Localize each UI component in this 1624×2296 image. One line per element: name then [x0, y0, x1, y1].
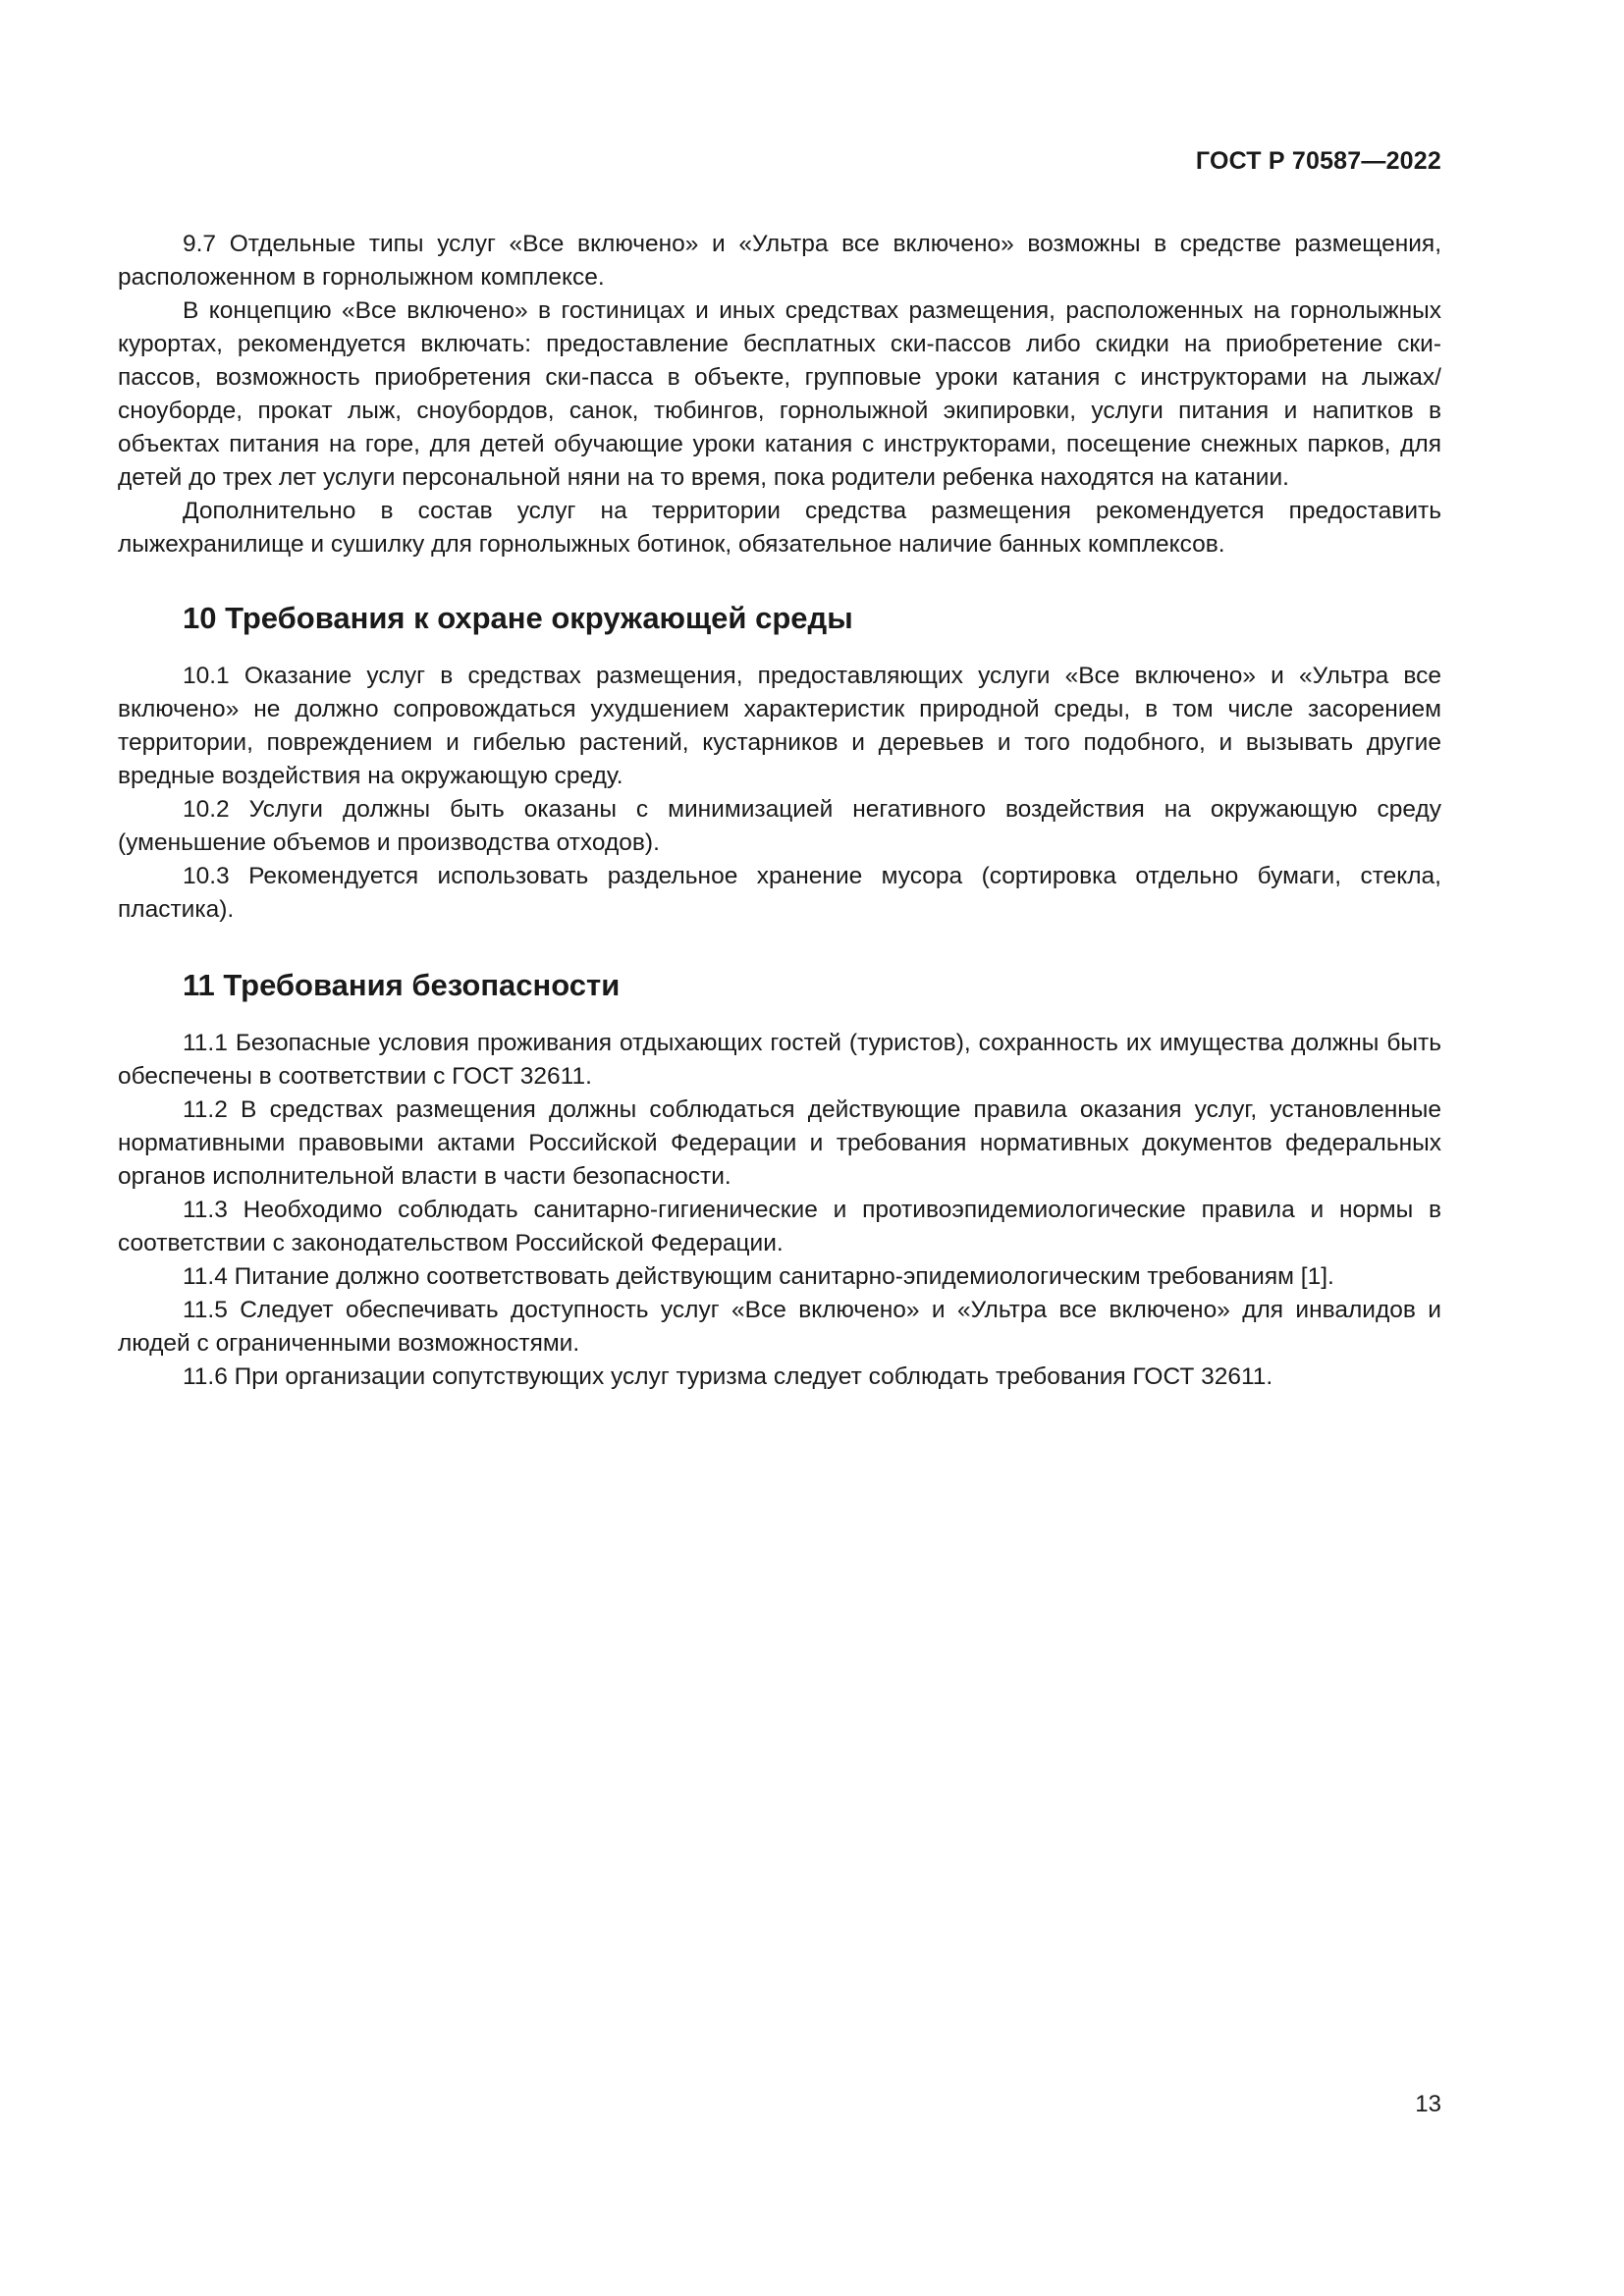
section-11-heading: 11 Требования безопасности — [183, 968, 621, 1002]
paragraph-9-7-additional: Дополнительно в состав услуг на территории средства размещения рекомендуется предоставить лыжехранилище и сушилку для горнолыжных ботинок, обязательное наличие банных комплексов. — [118, 498, 1441, 558]
page-number: 13 — [1415, 2091, 1441, 2117]
paragraph-10-2: 10.2 Услуги должны быть оказаны с минимизацией негативного воздействия на окружающую среду (уменьшение объемов и производства отходов). — [118, 796, 1441, 856]
paragraph-11-3: 11.3 Необходимо соблюдать санитарно-гигиенические и противоэпидемиологические правила и нормы в соответствии с законодательством Российской Федерации. — [118, 1197, 1441, 1256]
standard-code-header: ГОСТ Р 70587—2022 — [1195, 147, 1441, 175]
paragraph-9-7-concept: В концепцию «Все включено» в гостиницах и иных средствах размещения, расположенных на горнолыжных курортах, рекомендуется включать: предоставление бесплатных ски-пассов либо скидки на приобретение ски-пассов, возможность приобретения ски-пасса в объекте, групповые уроки катания с инструкторами на лыжах/сноуборде, прокат лыж, сноубордов, санок, тюбингов, горнолыжной экипировки, услуги питания и напитков в объектах питания на горе, для детей обучающие уроки катания с инструкторами, посещение снежных парков, для детей до трех лет услуги персональной няни на то время, пока родители ребенка находятся на катании. — [118, 297, 1441, 491]
paragraph-9-7: 9.7 Отдельные типы услуг «Все включено» и «Ультра все включено» возможны в средстве размещения, расположенном в горнолыжном комплексе. — [118, 231, 1441, 291]
paragraph-11-1: 11.1 Безопасные условия проживания отдыхающих гостей (туристов), сохранность их имущества должны быть обеспечены в соответствии с ГОСТ 32611. — [118, 1030, 1441, 1090]
paragraph-11-6: 11.6 При организации сопутствующих услуг туризма следует соблюдать требования ГОСТ 32611. — [183, 1363, 1273, 1390]
paragraph-11-2: 11.2 В средствах размещения должны соблюдаться действующие правила оказания услуг, установленные нормативными правовыми актами Российской Федерации и требования нормативных документов федеральных органов исполнительной власти в части безопасности. — [118, 1096, 1441, 1190]
paragraph-10-3: 10.3 Рекомендуется использовать раздельное хранение мусора (сортировка отдельно бумаги, стекла, пластика). — [118, 863, 1441, 923]
paragraph-10-1: 10.1 Оказание услуг в средствах размещения, предоставляющих услуги «Все включено» и «Ультра все включено» не должно сопровождаться ухудшением характеристик природной среды, в том числе засорением территории, повреждением и гибелью растений, кустарников и деревьев и того подобного, и вызывать другие вредные воздействия на окружающую среду. — [118, 663, 1441, 789]
paragraph-11-4: 11.4 Питание должно соответствовать действующим санитарно-эпидемиологическим требованиям [1]. — [183, 1263, 1334, 1290]
document-body — [118, 228, 1441, 1394]
paragraph-11-5: 11.5 Следует обеспечивать доступность услуг «Все включено» и «Ультра все включено» для инвалидов и людей с ограниченными возможностями. — [118, 1297, 1441, 1357]
section-10-heading: 10 Требования к охране окружающей среды — [183, 601, 853, 635]
